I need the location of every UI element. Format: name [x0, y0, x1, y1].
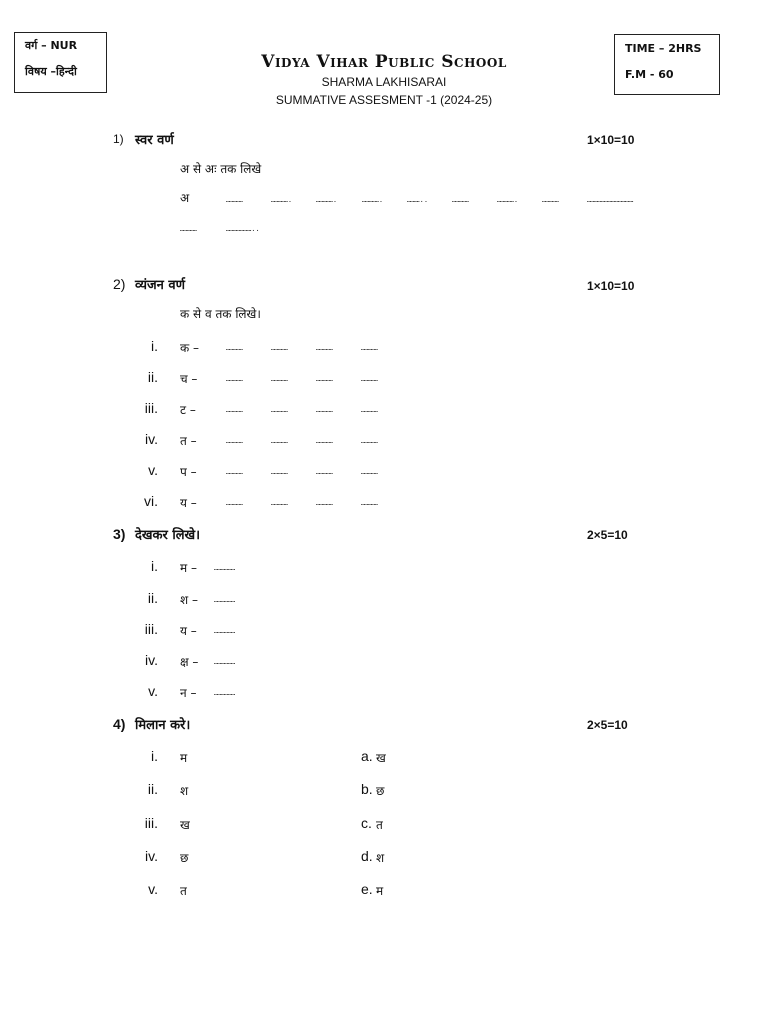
answer-blank: ………… — [542, 196, 559, 204]
consonant-label: ट – — [180, 403, 196, 417]
match-right-item: छ — [376, 784, 385, 798]
answer-blank: ………… — [226, 196, 243, 204]
letter-label: य – — [180, 624, 197, 638]
match-option-letter: a. — [361, 748, 373, 764]
school-name: Vidya Vihar Public School — [261, 52, 507, 72]
consonant-label: य – — [180, 496, 197, 510]
letter-label: श – — [180, 593, 198, 607]
answer-blank: ………… — [316, 468, 333, 476]
match-left-item: छ — [180, 851, 189, 865]
q3-title: देखकर लिखे। — [135, 528, 201, 543]
answer-blank: …………… — [214, 627, 236, 635]
answer-blank: ………… — [361, 406, 378, 414]
roman-numeral: iv. — [145, 848, 158, 864]
answer-blank: ………… — [316, 344, 333, 352]
match-left-item: ख — [180, 818, 190, 832]
match-left-item: श — [180, 784, 189, 798]
answer-blank: ………… — [271, 406, 288, 414]
q1-start-letter: अ — [180, 191, 190, 205]
match-right-item: ख — [376, 751, 386, 765]
consonant-label: क – — [180, 341, 200, 355]
answer-blank: ………… — [271, 344, 288, 352]
roman-numeral: iii. — [144, 621, 158, 637]
answer-blank: ………… — [361, 375, 378, 383]
answer-blank: ………… — [316, 375, 333, 383]
answer-blank: ………… — [271, 437, 288, 445]
letter-label: न – — [180, 686, 197, 700]
q3-number: 3) — [113, 526, 126, 542]
answer-blank: …………… — [214, 689, 236, 697]
school-location: SHARMA LAKHISARAI — [321, 75, 447, 89]
answer-blank: ………… — [226, 406, 243, 414]
q1-title: स्वर वर्ण — [135, 133, 174, 148]
roman-numeral: i. — [151, 338, 158, 354]
answer-blank: ………… — [361, 499, 378, 507]
answer-blank: ………… — [316, 437, 333, 445]
roman-numeral: vi. — [144, 493, 158, 509]
consonant-label: त – — [180, 434, 197, 448]
consonant-label: प – — [180, 465, 197, 479]
roman-numeral: iii. — [144, 400, 158, 416]
answer-blank: ………… — [361, 437, 378, 445]
answer-blank: …………… — [214, 658, 236, 666]
q2-number: 2) — [113, 276, 126, 292]
q1-marks: 1×10=10 — [587, 133, 635, 147]
q4-title: मिलान करे। — [135, 718, 191, 733]
answer-blank: ………… — [180, 225, 197, 233]
match-right-item: श — [376, 851, 385, 865]
full-marks-label: F.M - 60 — [625, 68, 674, 81]
match-right-item: म — [376, 884, 384, 898]
match-right-item: त — [376, 818, 383, 832]
match-option-letter: e. — [361, 881, 373, 897]
answer-blank: ………… — [361, 344, 378, 352]
match-option-letter: d. — [361, 848, 373, 864]
letter-label: म – — [180, 561, 197, 575]
class-label: वर्ग – NUR — [25, 39, 78, 52]
answer-blank: …………. — [316, 196, 338, 204]
roman-numeral: v. — [148, 462, 158, 478]
answer-blank: …………………………… — [587, 196, 634, 204]
answer-blank: ………… — [361, 468, 378, 476]
answer-blank: ………… — [316, 406, 333, 414]
q3-marks: 2×5=10 — [587, 528, 628, 542]
exam-title: SUMMATIVE ASSESMENT -1 (2024-25) — [275, 93, 493, 107]
roman-numeral: iv. — [145, 652, 158, 668]
roman-numeral: i. — [151, 558, 158, 574]
q1-number: 1) — [113, 132, 124, 146]
match-left-item: त — [180, 884, 187, 898]
answer-blank: …………… — [214, 564, 236, 572]
answer-blank: ………… — [226, 437, 243, 445]
answer-blank: ………… — [316, 499, 333, 507]
answer-blank: ………… — [226, 499, 243, 507]
consonant-label: च – — [180, 372, 198, 386]
roman-numeral: v. — [148, 683, 158, 699]
roman-numeral: v. — [148, 881, 158, 897]
answer-blank: …………. — [271, 196, 293, 204]
answer-blank: ………… — [271, 375, 288, 383]
answer-blank: …………. — [362, 196, 384, 204]
match-left-item: म — [180, 751, 188, 765]
answer-blank: …………… — [214, 596, 236, 604]
roman-numeral: ii. — [147, 781, 158, 797]
letter-label: क्ष – — [180, 655, 199, 669]
roman-numeral: iv. — [145, 431, 158, 447]
q2-title: व्यंजन वर्ण — [135, 278, 185, 293]
answer-blank: ………… — [271, 468, 288, 476]
answer-blank: ………… — [452, 196, 469, 204]
answer-blank: ………… — [271, 499, 288, 507]
roman-numeral: i. — [151, 748, 158, 764]
match-option-letter: b. — [361, 781, 373, 797]
q4-marks: 2×5=10 — [587, 718, 628, 732]
answer-blank: ……….. — [407, 196, 429, 204]
q2-marks: 1×10=10 — [587, 279, 635, 293]
answer-blank: ……………….. — [226, 225, 260, 233]
time-label: TIME – 2HRS — [625, 42, 702, 55]
q1-instruction: अ से अः तक लिखे — [180, 162, 262, 176]
q2-instruction: क से व तक लिखे। — [180, 307, 261, 321]
q4-number: 4) — [113, 716, 126, 732]
answer-blank: ………… — [226, 468, 243, 476]
subject-label: विषय –हिन्दी — [25, 65, 77, 78]
roman-numeral: ii. — [147, 369, 158, 385]
roman-numeral: iii. — [144, 815, 158, 831]
answer-blank: ………… — [226, 344, 243, 352]
answer-blank: …………. — [497, 196, 519, 204]
roman-numeral: ii. — [147, 590, 158, 606]
match-option-letter: c. — [361, 815, 372, 831]
answer-blank: ………… — [226, 375, 243, 383]
